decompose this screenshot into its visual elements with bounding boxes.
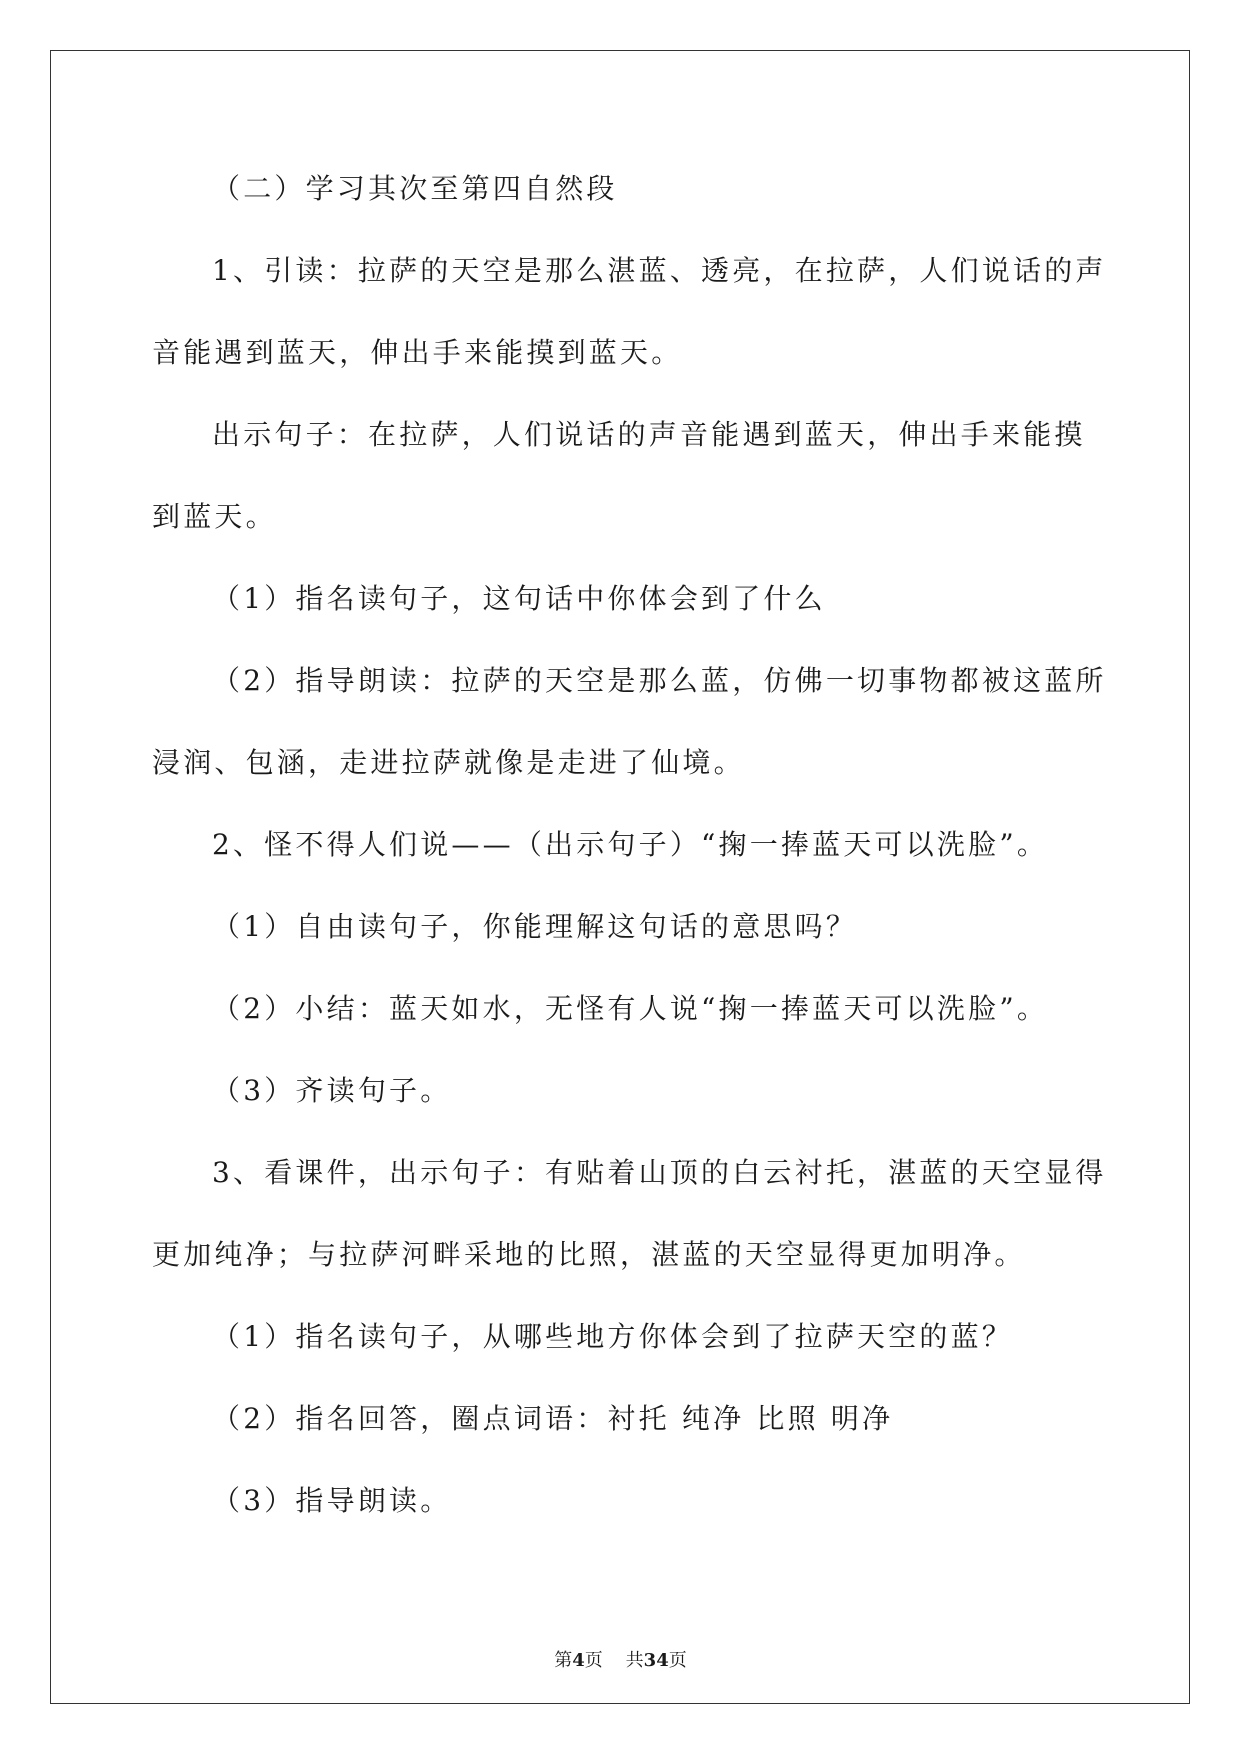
paragraph-line: （2）指导朗读：拉萨的天空是那么蓝，仿佛一切事物都被这蓝所 — [212, 664, 1107, 697]
page-prefix: 第 — [554, 1650, 573, 1671]
paragraph-line: 音能遇到蓝天，伸出手来能摸到蓝天。 — [152, 336, 683, 369]
page-number: 4 — [572, 1650, 585, 1671]
total-suffix: 页 — [668, 1650, 687, 1671]
total-pages: 34 — [643, 1650, 669, 1671]
page-suffix: 页 — [584, 1650, 603, 1671]
page-border — [50, 50, 1190, 1704]
paragraph-line: 2、怪不得人们说——（出示句子）“掬一捧蓝天可以洗脸”。 — [212, 828, 1049, 861]
paragraph-line: 到蓝天。 — [152, 500, 277, 533]
paragraph-line: （1）自由读句子，你能理解这句话的意思吗？ — [212, 910, 858, 943]
total-prefix: 共 — [625, 1650, 644, 1671]
paragraph-line: （1）指名读句子，从哪些地方你体会到了拉萨天空的蓝？ — [212, 1320, 1014, 1353]
page-footer — [0, 1652, 1241, 1670]
paragraph-line: （2）指名回答，圈点词语：衬托 纯净 比照 明净 — [212, 1402, 894, 1435]
paragraph-line: （3）齐读句子。 — [212, 1074, 452, 1107]
section-heading: （二）学习其次至第四自然段 — [212, 172, 618, 205]
paragraph-line: （1）指名读句子，这句话中你体会到了什么 — [212, 582, 826, 615]
paragraph-line: 1、引读：拉萨的天空是那么湛蓝、透亮，在拉萨，人们说话的声 — [212, 254, 1107, 287]
paragraph-line: （3）指导朗读。 — [212, 1484, 452, 1517]
paragraph-line: 出示句子：在拉萨，人们说话的声音能遇到蓝天，伸出手来能摸 — [212, 418, 1086, 451]
paragraph-line: （2）小结：蓝天如水，无怪有人说“掬一捧蓝天可以洗脸”。 — [212, 992, 1049, 1025]
paragraph-line: 更加纯净；与拉萨河畔采地的比照，湛蓝的天空显得更加明净。 — [152, 1238, 1026, 1271]
paragraph-line: 浸润、包涵，走进拉萨就像是走进了仙境。 — [152, 746, 745, 779]
paragraph-line: 3、看课件，出示句子：有贴着山顶的白云衬托，湛蓝的天空显得 — [212, 1156, 1107, 1189]
